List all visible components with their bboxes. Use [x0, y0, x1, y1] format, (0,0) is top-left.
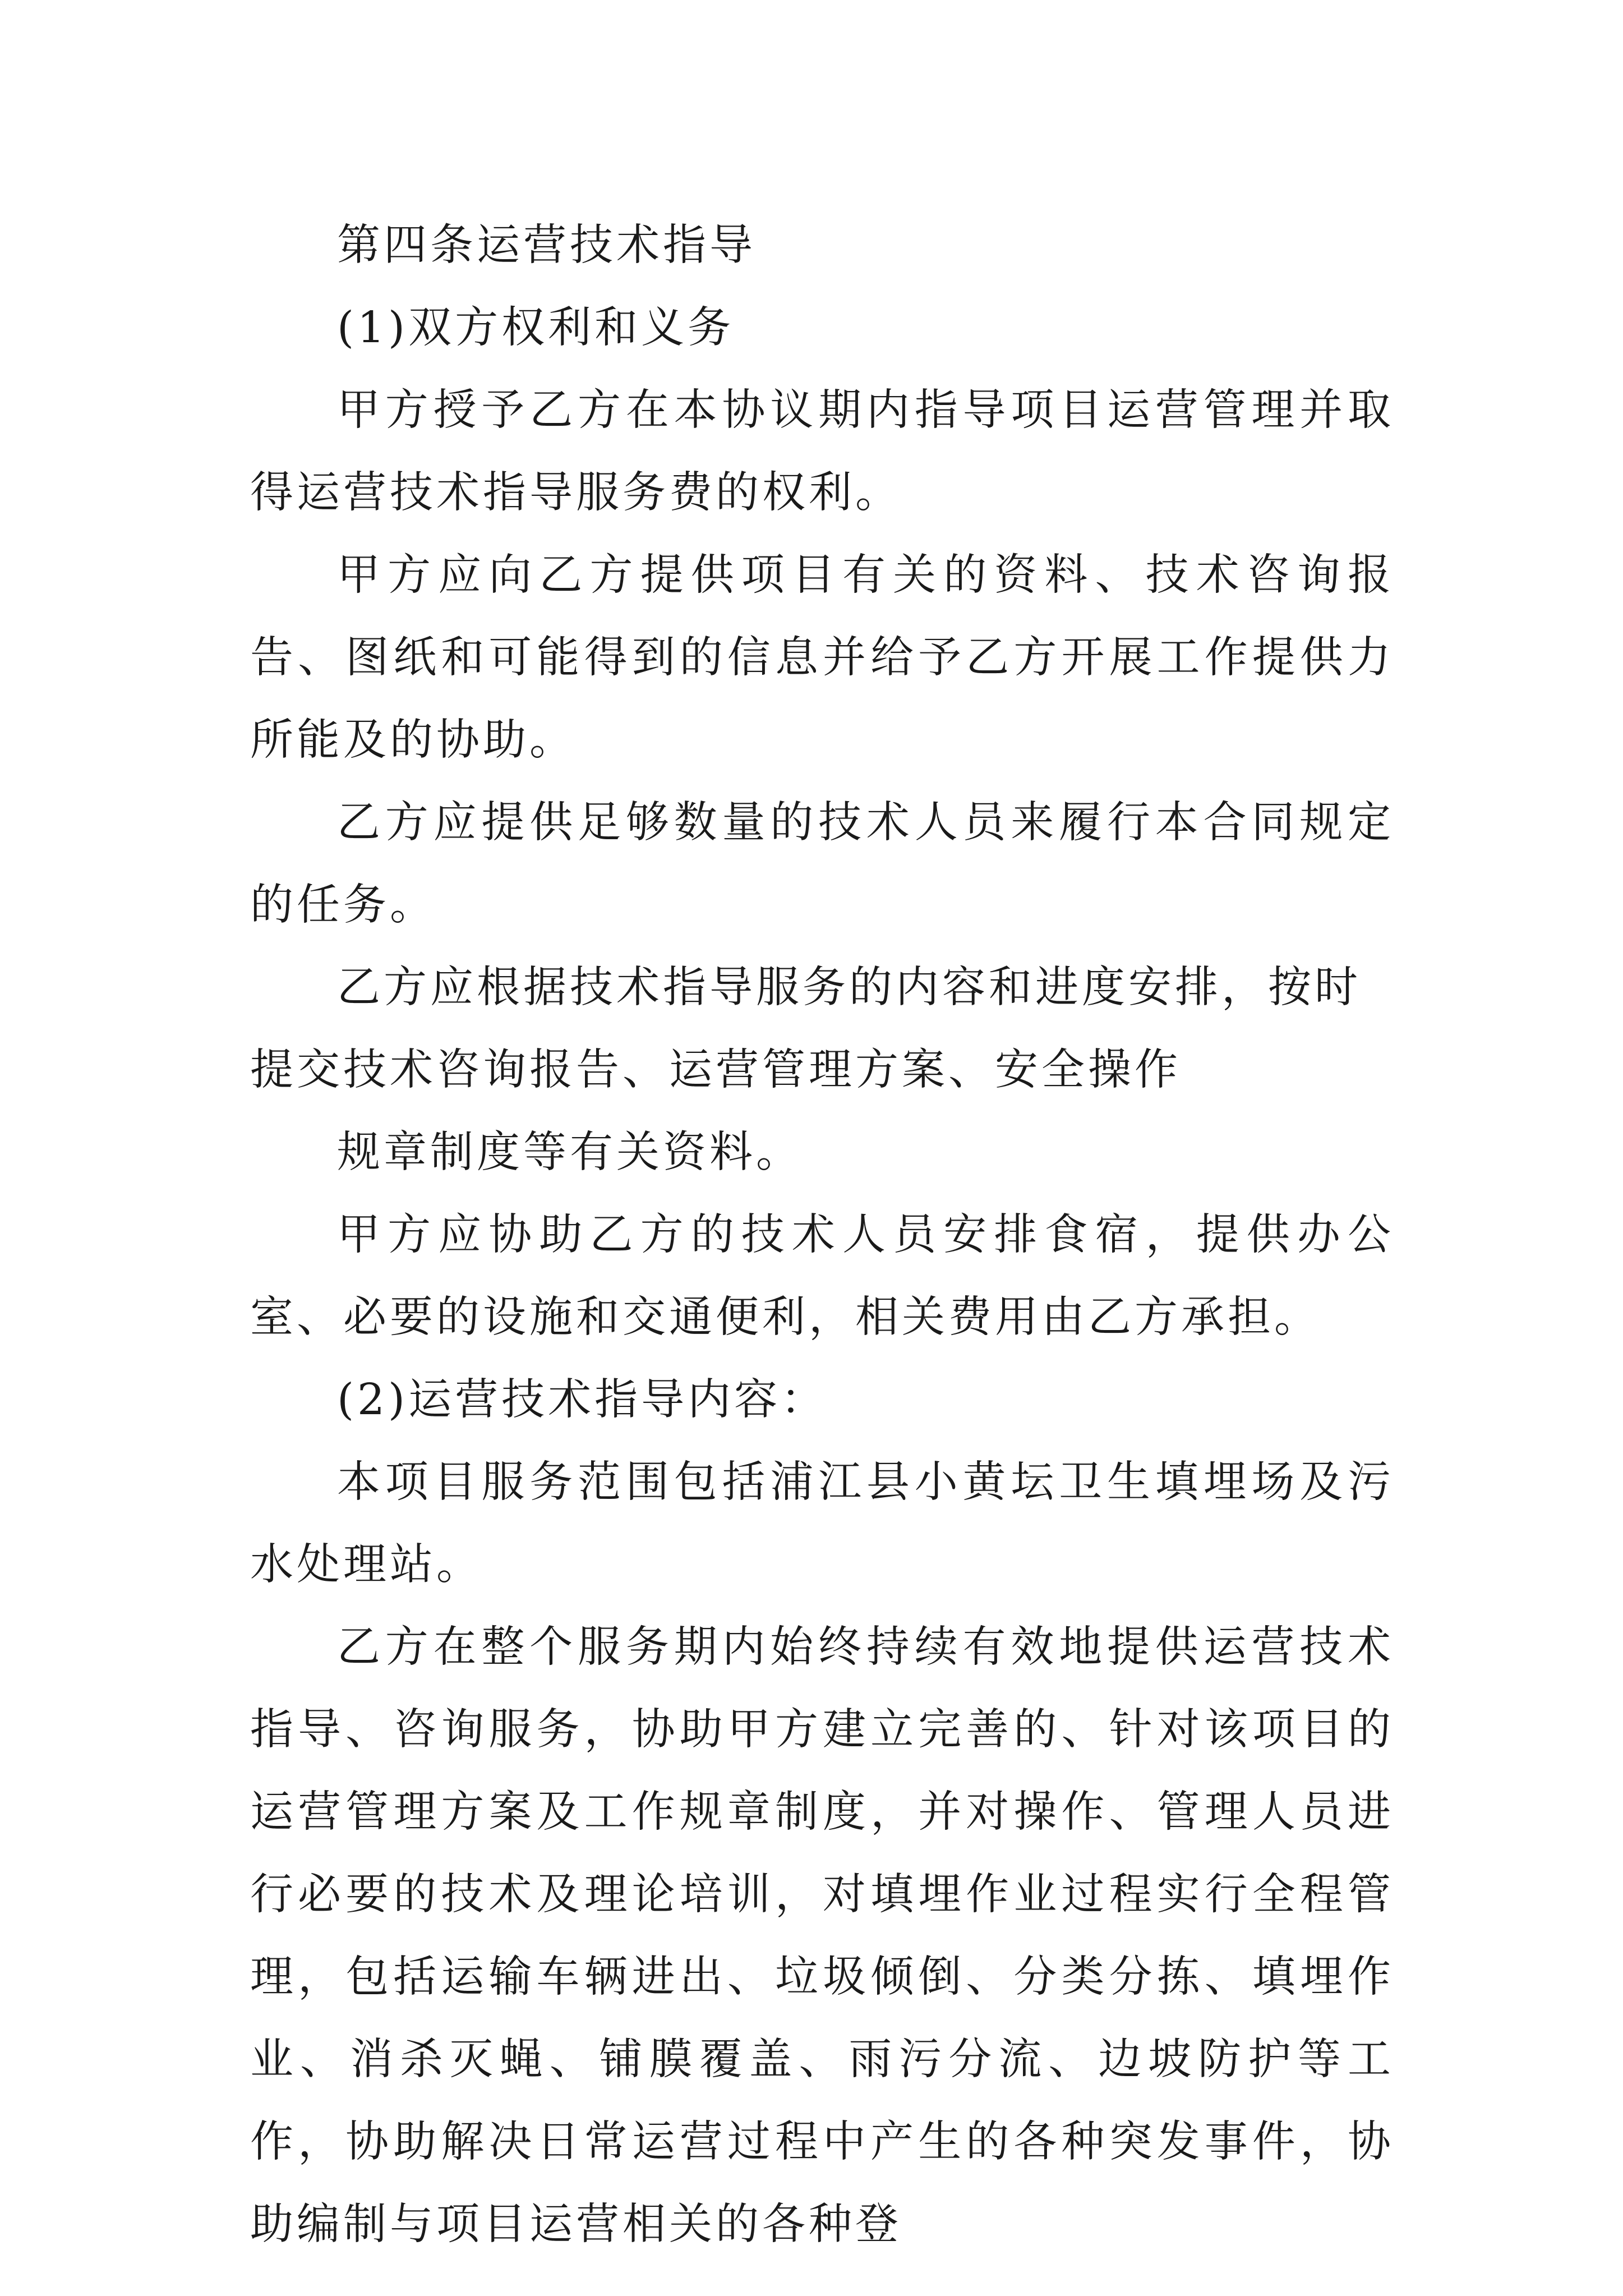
article-heading: 第四条运营技术指导: [337, 220, 756, 270]
paragraph-rules-materials: 规章制度等有关资料。: [337, 1128, 803, 1177]
paragraph-party-a-provide-info: 甲方应向乙方提供项目有关的资料、技术咨询报告、图纸和可能得到的信息并给予乙方开展工作提供力所能及的协助。: [250, 550, 1394, 765]
paragraph-service-scope: 本项目服务范围包括浦江县小黄坛卫生填埋场及污水处理站。: [250, 1457, 1394, 1590]
paragraph-party-a-grant: 甲方授予乙方在本协议期内指导项目运营管理并取得运营技术指导服务费的权利。: [250, 385, 1394, 518]
paragraph-party-a-assist: 甲方应协助乙方的技术人员安排食宿，提供办公室、必要的设施和交通便利，相关费用由乙方承担。: [250, 1210, 1394, 1342]
paragraph-party-b-submit: 乙方应根据技术指导服务的内容和进度安排，按时提交技术咨询报告、运营管理方案、安全操作: [250, 963, 1361, 1095]
document-body: [250, 204, 1394, 2266]
paragraph-service-details: 乙方在整个服务期内始终持续有效地提供运营技术指导、咨询服务，协助甲方建立完善的、针对该项目的运营管理方案及工作规章制度，并对操作、管理人员进行必要的技术及理论培训，对填埋作业过程实行全程管理，包括运输车辆进出、垃圾倾倒、分类分拣、填埋作业、消杀灭蝇、铺膜覆盖、雨污分流、边坡防护等工作，协助解决日常运营过程中产生的各种突发事件，协助编制与项目运营相关的各种登: [250, 1622, 1394, 2249]
section-heading-guidance-content: (2)运营技术指导内容：: [337, 1375, 828, 1425]
paragraph-party-b-staff: 乙方应提供足够数量的技术人员来履行本合同规定的任务。: [250, 798, 1394, 930]
section-heading-rights-obligations: (1)双方权利和义务: [337, 303, 735, 353]
